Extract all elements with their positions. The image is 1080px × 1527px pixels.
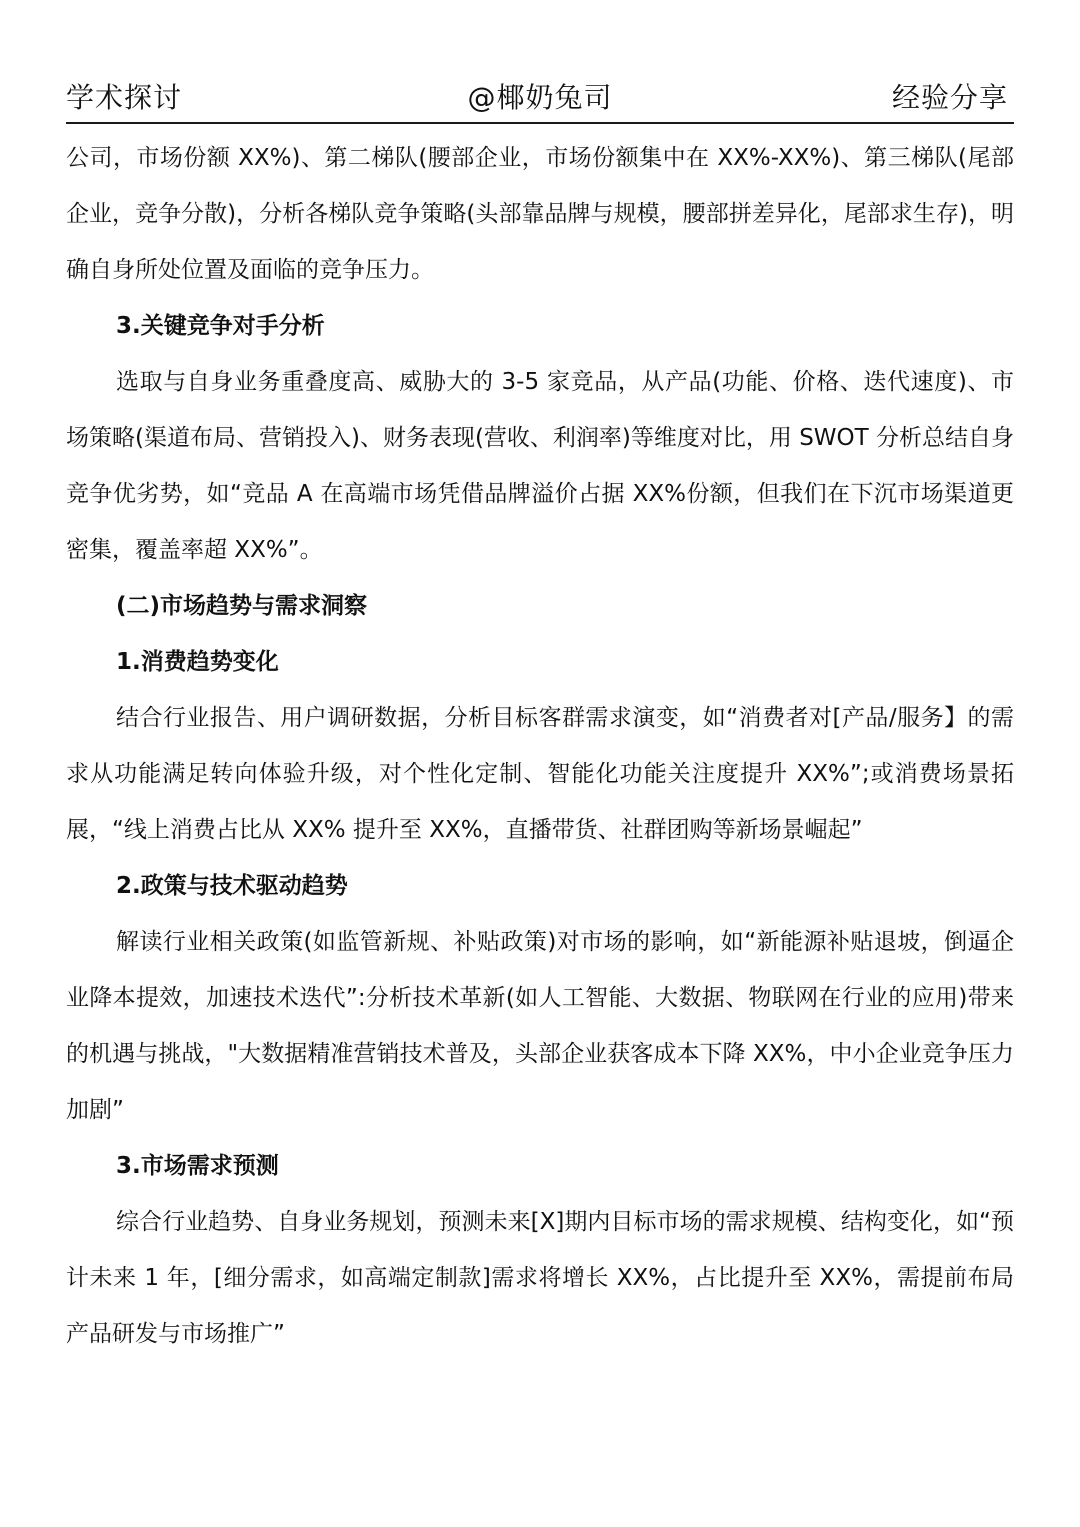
header-right-label: 经验分享 bbox=[891, 81, 1008, 114]
heading-policy-tech-trends: 2.政策与技术驱动趋势 bbox=[116, 873, 348, 899]
heading-demand-forecast: 3.市场需求预测 bbox=[116, 1153, 279, 1179]
heading-market-trends: (二)市场趋势与需求洞察 bbox=[116, 593, 368, 619]
paragraph-key-competitors: 选取与自身业务重叠度高、威胁大的 3-5 家竞品，从产品(功能、价格、迭代速度)、市场策略(渠道布局、营销投入)、财务表现(营收、利润率)等维度对比，用 SWOT 分析总结自身竞争优劣势，如“竞品 A 在高端市场凭借品牌溢价占据 XX%份额，但我们在下沉市场渠道更密集，覆盖率超 XX%”。 bbox=[66, 369, 1015, 563]
paragraph-policy-tech-trends: 解读行业相关政策(如监管新规、补贴政策)对市场的影响，如“新能源补贴退坡，倒逼企业降本提效，加速技术迭代”:分析技术革新(如人工智能、大数据、物联网在行业的应用)带来的机遇与挑战，"大数据精准营销技术普及，头部企业获客成本下降 XX%，中小企业竞争压力加剧” bbox=[66, 929, 1014, 1123]
heading-key-competitors: 3.关键竞争对手分析 bbox=[116, 313, 325, 339]
document-page bbox=[66, 78, 1014, 1362]
heading-consumption-trends: 1.消费趋势变化 bbox=[116, 649, 279, 675]
paragraph-consumption-trends: 结合行业报告、用户调研数据，分析目标客群需求演变，如“消费者对[产品/服务】的需求从功能满足转向体验升级，对个性化定制、智能化功能关注度提升 XX%”;或消费场景拓展，“线上消费占比从 XX% 提升至 XX%，直播带货、社群团购等新场景崛起” bbox=[66, 705, 1014, 843]
document-body bbox=[66, 124, 1014, 1362]
paragraph-demand-forecast: 综合行业趋势、自身业务规划，预测未来[X]期内目标市场的需求规模、结构变化，如“预计未来 1 年，[细分需求，如高端定制款]需求将增长 XX%，占比提升至 XX%，需提前布局产品研发与市场推广” bbox=[66, 1209, 1014, 1347]
header-author-handle: @椰奶兔司 bbox=[467, 81, 613, 114]
page-header bbox=[66, 78, 1014, 124]
header-left-label: 学术探讨 bbox=[66, 81, 183, 114]
paragraph-competition-tiers: 公司，市场份额 XX%)、第二梯队(腰部企业，市场份额集中在 XX%-XX%)、第三梯队(尾部企业，竞争分散)，分析各梯队竞争策略(头部靠品牌与规模，腰部拼差异化，尾部求生存)，明确自身所处位置及面临的竞争压力。 bbox=[66, 145, 1014, 283]
